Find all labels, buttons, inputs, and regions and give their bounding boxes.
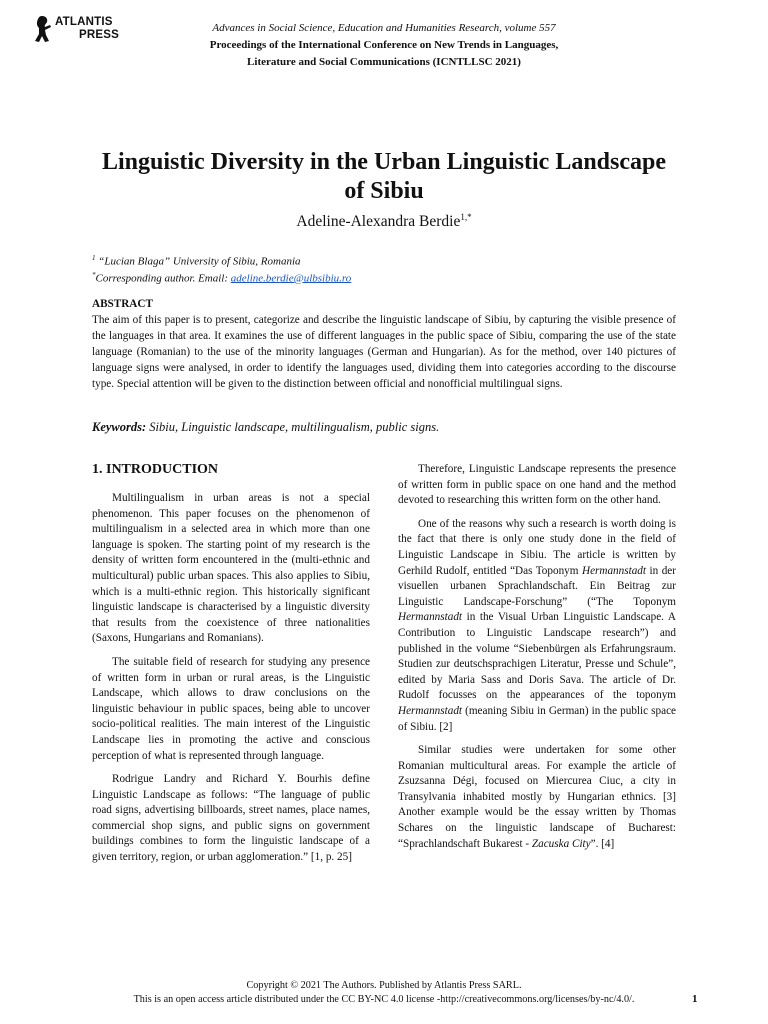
left-column <box>92 461 370 874</box>
text-run: in the Visual Urban Linguistic Landscape. A Contribution to Linguistic Landscape research”) and published in the volume “Siebenbürgen als Erfahrungsraum. Studien zur deutschsprachigen Literatur, Presse und Schule”, edited by Maria Sass and Doris Sava. The article of Dr. Rudolf focusses on the appearances of the toponym <box>398 611 676 702</box>
logo-text-line2: PRESS <box>79 29 119 41</box>
paragraph: Rodrigue Landry and Richard Y. Bourhis define Linguistic Landscape as follows: “The language of public road signs, advertising billboards, street names, place names, commercial shop signs, and public signs on government buildings combines to form the linguistic landscape of a given territory, region, or urban agglomeration.” [1, p. 25] <box>92 773 370 864</box>
keywords-label: Keywords: <box>92 420 147 434</box>
author-marks: 1,* <box>460 212 472 222</box>
paragraph: The suitable field of research for studying any presence of written form in urban or rural areas, is the Linguistic Landscape, which allows to draw conclusions on the linguistic behaviour in public spaces, being able to uncover socio-political realities. The main interest of the Linguistic Landscape lies in promoting the active and conscious perception of what is represented through language. <box>92 655 370 762</box>
paper-title: Linguistic Diversity in the Urban Linguistic Landscape of Sibiu <box>101 149 667 204</box>
abstract-text: The aim of this paper is to present, categorize and describe the linguistic landscape of Sibiu, by capturing the visible presence of the languages in that area. It examines the use of different languages in the public space of Sibiu, comparing the use of the state language (Romanian) to the use of the minority languages (German and Hungarian). As for the method, over 140 pictures of language signs were analysed, in order to identify the languages used, dividing them into categories according to the discourse type. Special attention will be given to the distinction between official and nonofficial multilingual signs. <box>92 314 676 390</box>
italic-title: Zacuska City <box>531 837 591 850</box>
text-run: in der visuellen urbanen Sprachlandschaft. Ein Beitrag zur Linguistic Landscape-Forschung” (“The Toponym <box>398 564 676 608</box>
keywords-text: Sibiu, Linguistic landscape, multilingualism, public signs. <box>146 420 440 434</box>
section-heading: 1. INTRODUCTION <box>92 462 219 477</box>
text-run: (meaning Sibiu in German) in the public space of Sibiu. [2] <box>398 704 676 733</box>
text-run: Similar studies were undertaken for some other Romanian multicultural areas. For example the article of Zsuzsanna Dégi, focused on Miercurea Ciuc, a city in Transylvania inhabited mostly by Hungarian ethnics. [3] Another example would be the essay written by Thomas Schares on the linguistic landscape of Bucharest: “Sprachlandschaft Bukarest - <box>398 744 676 850</box>
logo-text-line1: ATLANTIS <box>55 16 113 28</box>
atlantis-figure-icon <box>33 15 53 43</box>
corresponding-mark: * <box>92 270 96 279</box>
paragraph <box>398 517 676 735</box>
page-number: 1 <box>692 993 698 1005</box>
text-run: ”. [4] <box>590 837 615 850</box>
paragraph: Multilingualism in urban areas is not a special phenomenon. This paper focuses on the phenomenon of multilingualism in a selected area in which more than one language is spoken. The starting point of my research is the density of written form encountered in the (multi-ethnic and multicultural) public urban spaces. This also applies to Sibiu, which is a multi-ethnic region. This historically significant linguistic landscape is characterised by a linguistic diversity that results from the coexistence of three nationalities (Saxons, Hungarians and Romanians). <box>92 492 370 645</box>
affiliation-mark: 1 <box>92 254 96 262</box>
italic-toponym: Hermannstadt <box>581 564 647 577</box>
right-column <box>398 462 676 860</box>
italic-toponym: Hermannstadt <box>398 611 463 624</box>
running-header <box>150 20 618 71</box>
proceedings-line-2: Literature and Social Communications (ICNTLLSC 2021) <box>247 56 521 68</box>
paragraph <box>398 743 676 852</box>
affiliation-text: “Lucian Blaga” University of Sibiu, Romania <box>98 255 301 268</box>
paragraph: Therefore, Linguistic Landscape represents the presence of written form in public space on one hand and the method devoted to researching this written form on the other hand. <box>398 463 676 507</box>
text-run: One of the reasons why such a research is worth doing is the fact that there is only one study done in the field of Linguistic Landscape in Sibiu. The article is written by Gerhild Rudolf, entitled “Das Toponym <box>398 517 676 577</box>
email-link[interactable]: adeline.berdie@ulbsibiu.ro <box>230 272 352 285</box>
publisher-logo <box>33 15 123 45</box>
author-name: Adeline-Alexandra Berdie <box>296 213 461 231</box>
copyright-line: Copyright © 2021 The Authors. Published by Atlantis Press SARL. <box>246 980 522 991</box>
proceedings-line-1: Proceedings of the International Conference on New Trends in Languages, <box>209 39 559 51</box>
abstract-block <box>92 296 676 392</box>
journal-name: Advances in Social Science, Education and Humanities Research, volume 557 <box>212 22 556 34</box>
abstract-heading: ABSTRACT <box>92 298 153 310</box>
license-line: This is an open access article distributed under the CC BY-NC 4.0 license -http://creativecommons.org/licenses/by-nc/4.0/. <box>133 994 635 1005</box>
corresponding-line <box>92 269 692 286</box>
corresponding-label: Corresponding author. Email: <box>95 272 231 285</box>
author-line <box>90 212 678 231</box>
keywords-line <box>92 420 676 435</box>
affiliations <box>92 252 692 285</box>
page-footer <box>60 979 708 1007</box>
italic-toponym: Hermannstadt <box>398 704 463 717</box>
affiliation-line <box>92 252 692 269</box>
